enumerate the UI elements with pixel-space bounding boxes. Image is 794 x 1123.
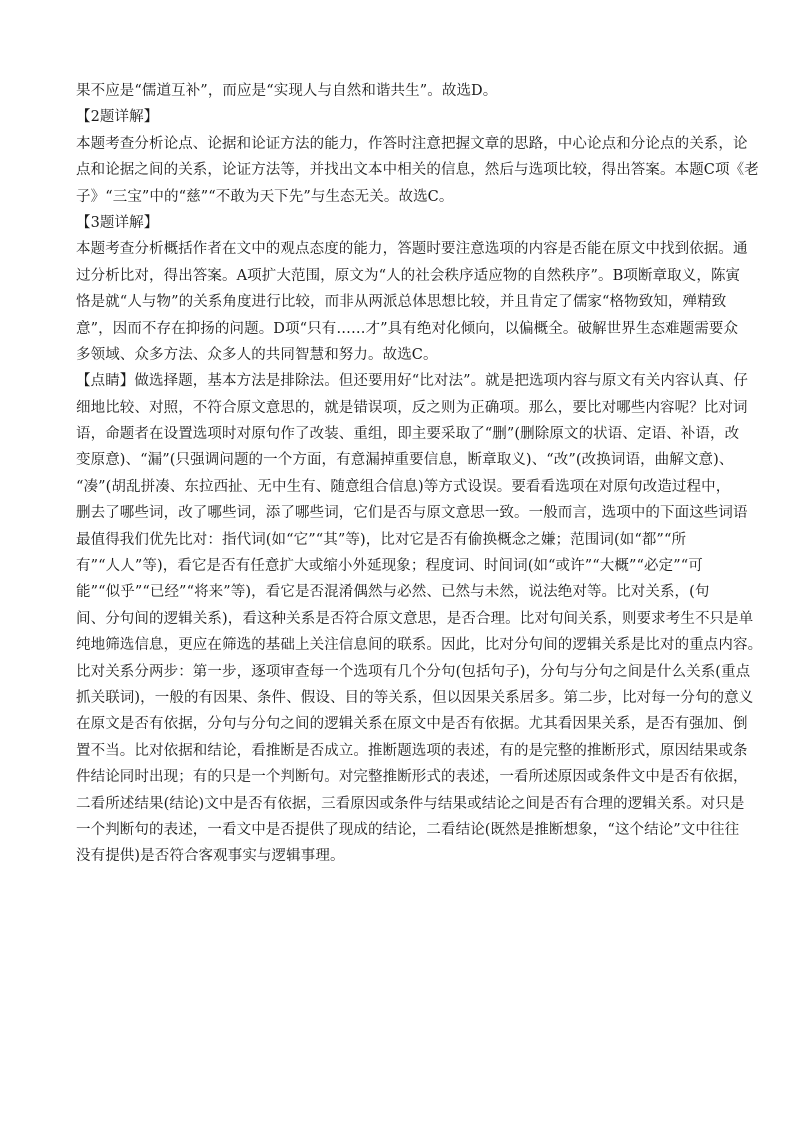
tips-line: 抓关联词)，一般的有因果、条件、假设、目的等关系，但以因果关系居多。第二步，比对每一分句的意义 bbox=[76, 689, 754, 706]
paragraph-line: 子》“三宝”中的“慈”“不敢为天下先”与生态无关。故选C。 bbox=[76, 188, 454, 205]
tips-line: 一个判断句的表述，一看文中是否提供了现成的结论，二看结论(既然是推断想象，“这个结论”文中往往 bbox=[76, 821, 740, 838]
section-3-heading: 【3题详解】 bbox=[76, 214, 159, 231]
tips-line: 删去了哪些词，改了哪些词，添了哪些词，它们是否与原文意思一致。一般而言，选项中的下面这些词语 bbox=[76, 505, 748, 522]
tips-line: 语，命题者在设置选项时对原句作了改装、重组，即主要采取了“删”(删除原文的状语、定语、补语，改 bbox=[76, 426, 740, 443]
paragraph-line: 果不应是“儒道互补”，而应是“实现人与自然和谐共生”。故选D。 bbox=[76, 83, 498, 99]
document-page bbox=[76, 78, 763, 870]
tips-line: “凑”(胡乱拼凑、东拉西扯、无中生有、随意组合信息)等方式设误。要看看选项在对原句改造过程中， bbox=[76, 478, 731, 495]
paragraph-line: 过分析比对，得出答案。A项扩大范围，原文为“人的社会秩序适应物的自然秩序”。B项断章取义，陈寅 bbox=[76, 267, 741, 284]
paragraph-line: 本题考查分析论点、论据和论证方法的能力，作答时注意把握文章的思路，中心论点和分论点的关系，论 bbox=[76, 135, 748, 152]
tips-line: 二看所述结果(结论)文中是否有依据，三看原因或条件与结果或结论之间是否有合理的逻辑关系。对只是 bbox=[76, 795, 745, 812]
section-2-heading: 【2题详解】 bbox=[76, 109, 159, 126]
paragraph-line: 恪是就“人与物”的关系角度进行比较，而非从两派总体思想比较，并且肯定了儒家“格物致知，殚精致 bbox=[76, 294, 727, 311]
tips-line: 有”“人人”等)，看它是否有任意扩大或缩小外延现象；程度词、时间词(如“或许”“大概”“必定”“可 bbox=[76, 558, 703, 575]
tips-line: 间、分句间的逻辑关系)，看这种关系是否符合原文意思，是否合理。比对句间关系，则要求考生不只是单 bbox=[76, 610, 754, 627]
tips-line: 置不当。比对依据和结论，看推断是否成立。推断题选项的表述，有的是完整的推断形式，原因结果或条 bbox=[76, 742, 748, 759]
tips-line: 比对关系分两步：第一步，逐项审查每一个选项有几个分句(包括句子)，分句与分句之间是什么关系(重点 bbox=[76, 663, 751, 680]
tips-line: 纯地筛选信息，更应在筛选的基础上关注信息间的联系。因此，比对分句间的逻辑关系是比对的重点内容。 bbox=[76, 637, 763, 654]
tips-line: 【点睛】做选择题，基本方法是排除法。但还要用好“比对法”。就是把选项内容与原文有关内容认真、仔 bbox=[76, 373, 749, 390]
tips-line: 没有提供)是否符合客观事实与逻辑事理。 bbox=[76, 848, 345, 865]
tips-line: 在原文是否有依据，分句与分句之间的逻辑关系在原文中是否有依据。尤其看因果关系，是否有强加、倒 bbox=[76, 716, 748, 733]
paragraph-line: 意”，因而不存在抑扬的问题。D项“只有……才”具有绝对化倾向，以偏概全。破解世界生态难题需要众 bbox=[76, 320, 739, 337]
tips-line: 件结论同时出现；有的只是一个判断句。对完整推断形式的表述，一看所述原因或条件文中是否有依据， bbox=[76, 769, 748, 786]
paragraph-line: 多领域、众多方法、众多人的共同智慧和努力。故选C。 bbox=[76, 346, 438, 363]
tips-line: 能”“似乎”“已经”“将来”等)，看它是否混淆偶然与必然、已然与未然，说法绝对等。比对关系，(句 bbox=[76, 584, 710, 601]
paragraph-line: 点和论据之间的关系，论证方法等，并找出文本中相关的信息，然后与选项比较，得出答案。本题C项《老 bbox=[76, 162, 759, 179]
tips-line: 最值得我们优先比对：指代词(如“它”“其”等)，比对它是否有偷换概念之嫌；范围词(如“都”“所 bbox=[76, 531, 687, 548]
paragraph-line: 本题考查分析概括作者在文中的观点态度的能力，答题时要注意选项的内容是否能在原文中找到依据。通 bbox=[76, 241, 748, 258]
tips-line: 变原意)、“漏”(只强调问题的一个方面，有意漏掉重要信息，断章取义)、“改”(改换词语，曲解文意)、 bbox=[76, 452, 734, 469]
tips-line: 细地比较、对照，不符合原文意思的，就是错误项，反之则为正确项。那么，要比对哪些内容呢？比对词 bbox=[76, 399, 748, 416]
